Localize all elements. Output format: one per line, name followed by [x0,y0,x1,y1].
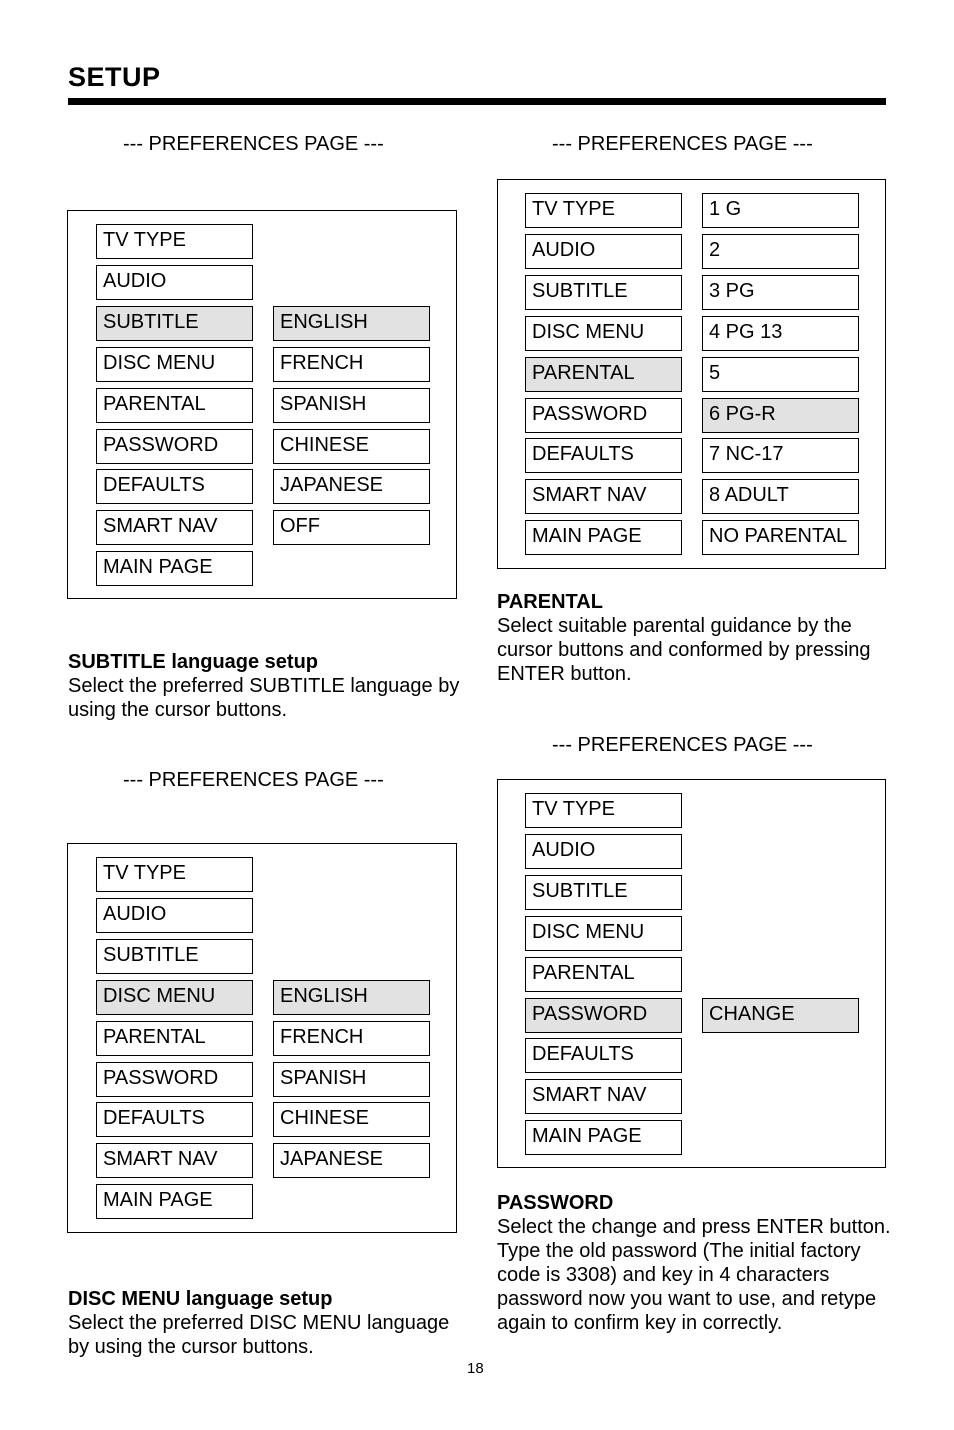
menu-item-password[interactable]: PASSWORD [96,429,253,464]
menu-item-subtitle[interactable]: SUBTITLE [525,275,682,310]
preferences-panel-password [497,779,886,1168]
menu-item-parental[interactable]: PARENTAL [525,357,682,392]
menu-item-tv-type[interactable]: TV TYPE [96,857,253,892]
panel-caption-password: --- PREFERENCES PAGE --- [552,734,813,756]
menu-item-parental[interactable]: PARENTAL [96,1021,253,1056]
menu-item-defaults[interactable]: DEFAULTS [96,469,253,504]
section-body: Select the preferred SUBTITLE language by using the cursor buttons. [68,675,460,721]
menu-item-main-page[interactable]: MAIN PAGE [96,1184,253,1219]
section-body: Select suitable parental guidance by the cursor buttons and conformed by pressing ENTER button. [497,615,871,685]
option-6-pg-r[interactable]: 6 PG-R [702,398,859,433]
option-off[interactable]: OFF [273,510,430,545]
option-french[interactable]: FRENCH [273,347,430,382]
menu-item-parental[interactable]: PARENTAL [96,388,253,423]
option-spanish[interactable]: SPANISH [273,388,430,423]
menu-item-tv-type[interactable]: TV TYPE [525,793,682,828]
option-english[interactable]: ENGLISH [273,980,430,1015]
menu-item-smart-nav[interactable]: SMART NAV [525,1079,682,1114]
menu-item-disc-menu[interactable]: DISC MENU [96,980,253,1015]
option-3-pg[interactable]: 3 PG [702,275,859,310]
menu-item-subtitle[interactable]: SUBTITLE [96,306,253,341]
menu-item-audio[interactable]: AUDIO [96,898,253,933]
option-2[interactable]: 2 [702,234,859,269]
menu-item-tv-type[interactable]: TV TYPE [96,224,253,259]
menu-item-password[interactable]: PASSWORD [96,1062,253,1097]
section-heading: DISC MENU language setup [68,1288,333,1310]
title-rule [68,98,886,105]
menu-item-defaults[interactable]: DEFAULTS [525,1038,682,1073]
menu-item-audio[interactable]: AUDIO [525,234,682,269]
section-heading: PARENTAL [497,591,603,613]
option-spanish[interactable]: SPANISH [273,1062,430,1097]
section-parental [497,590,897,686]
option-1-g[interactable]: 1 G [702,193,859,228]
menu-item-subtitle[interactable]: SUBTITLE [96,939,253,974]
section-password [497,1191,897,1335]
menu-item-password[interactable]: PASSWORD [525,998,682,1033]
menu-item-main-page[interactable]: MAIN PAGE [525,520,682,555]
option-7-nc-17[interactable]: 7 NC-17 [702,438,859,473]
panel-caption-subtitle: --- PREFERENCES PAGE --- [123,133,384,155]
panel-caption-disc-menu: --- PREFERENCES PAGE --- [123,769,384,791]
page-title: SETUP [68,62,161,92]
menu-item-main-page[interactable]: MAIN PAGE [525,1120,682,1155]
option-change[interactable]: CHANGE [702,998,859,1033]
menu-item-smart-nav[interactable]: SMART NAV [96,1143,253,1178]
section-heading: SUBTITLE language setup [68,651,319,673]
menu-item-defaults[interactable]: DEFAULTS [96,1102,253,1137]
menu-item-smart-nav[interactable]: SMART NAV [525,479,682,514]
menu-item-disc-menu[interactable]: DISC MENU [96,347,253,382]
option-5[interactable]: 5 [702,357,859,392]
preferences-panel-disc-menu [67,843,457,1233]
section-body: Select the preferred DISC MENU language by using the cursor buttons. [68,1312,450,1358]
menu-item-parental[interactable]: PARENTAL [525,957,682,992]
menu-item-audio[interactable]: AUDIO [525,834,682,869]
menu-item-audio[interactable]: AUDIO [96,265,253,300]
page-number: 18 [467,1360,484,1377]
option-chinese[interactable]: CHINESE [273,429,430,464]
menu-item-defaults[interactable]: DEFAULTS [525,438,682,473]
section-subtitle-language [68,650,468,722]
panel-caption-parental: --- PREFERENCES PAGE --- [552,133,813,155]
menu-item-disc-menu[interactable]: DISC MENU [525,916,682,951]
menu-item-tv-type[interactable]: TV TYPE [525,193,682,228]
option-english[interactable]: ENGLISH [273,306,430,341]
preferences-panel-parental [497,179,886,569]
option-no-parental[interactable]: NO PARENTAL [702,520,859,555]
option-8-adult[interactable]: 8 ADULT [702,479,859,514]
menu-item-main-page[interactable]: MAIN PAGE [96,551,253,586]
option-french[interactable]: FRENCH [273,1021,430,1056]
preferences-panel-subtitle [67,210,457,599]
menu-item-smart-nav[interactable]: SMART NAV [96,510,253,545]
option-japanese[interactable]: JAPANESE [273,469,430,504]
section-disc-menu-language [68,1287,468,1359]
option-japanese[interactable]: JAPANESE [273,1143,430,1178]
section-body: Select the change and press ENTER button. Type the old password (The initial factory code is 3308) and key in 4 characters password now you want to use, and retype again to confirm key in correctly. [497,1216,891,1334]
menu-item-subtitle[interactable]: SUBTITLE [525,875,682,910]
section-heading: PASSWORD [497,1192,614,1214]
menu-item-disc-menu[interactable]: DISC MENU [525,316,682,351]
menu-item-password[interactable]: PASSWORD [525,398,682,433]
option-4-pg-13[interactable]: 4 PG 13 [702,316,859,351]
option-chinese[interactable]: CHINESE [273,1102,430,1137]
